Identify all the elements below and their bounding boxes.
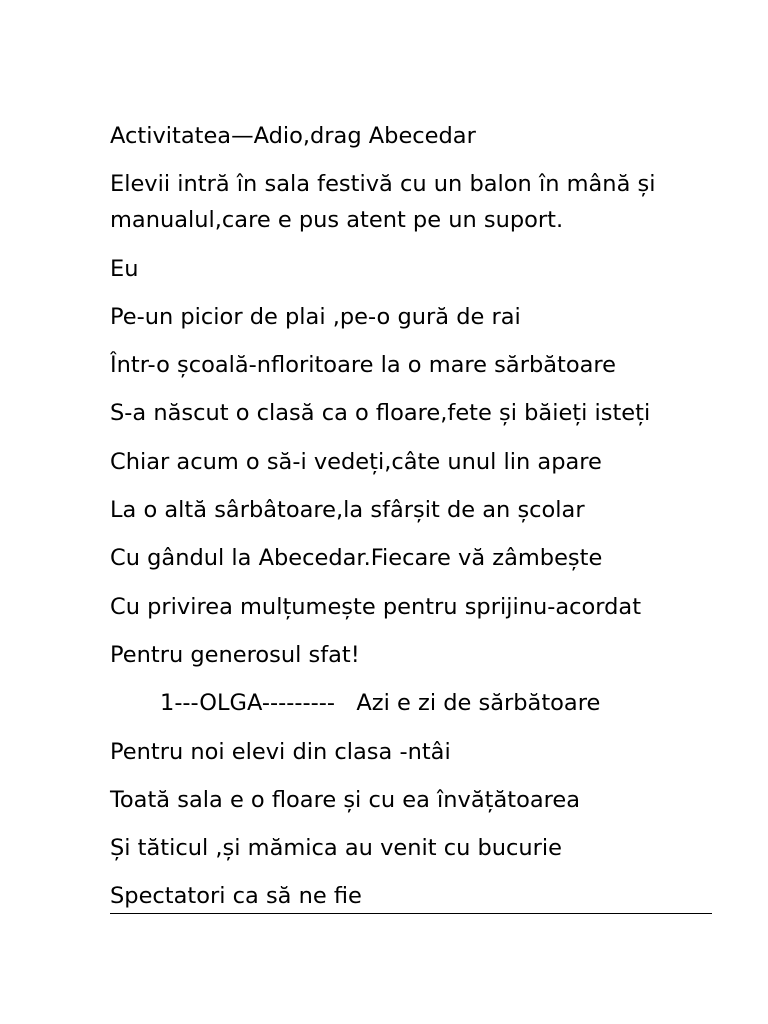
- text-line: Cu privirea mulțumește pentru sprijinu-acordat: [110, 593, 642, 620]
- olga-line: 1---OLGA--------- Azi e zi de sărbătoare: [160, 690, 601, 717]
- text-line: Și tăticul ,și mămica au venit cu bucurie: [110, 835, 563, 862]
- text-line: Pentru noi elevi din clasa -ntâi: [110, 738, 451, 765]
- document-title: Activitatea—Adio,drag Abecedar: [110, 123, 476, 149]
- footer-rule: [110, 913, 712, 914]
- text-line: Pe-un picior de plai ,pe-o gură de rai: [110, 303, 521, 330]
- text-line: S-a născut o clasă ca o floare,fete și băieți isteți: [110, 400, 651, 427]
- document-body: [110, 118, 720, 927]
- text-line: Spectatori ca să ne fie: [110, 883, 362, 910]
- text-line: Chiar acum o să-i vedeți,câte unul lin apare: [110, 448, 602, 475]
- text-line: La o altă sârbâtoare,la sfârșit de an școlar: [110, 497, 585, 524]
- text-line: Pentru generosul sfat!: [110, 641, 360, 668]
- text-line: Toată sala e o floare și cu ea învățătoarea: [110, 786, 581, 813]
- intro-paragraph: Elevii intră în sala festivă cu un balon în mână și manualul,care e pus atent pe un suport.: [110, 171, 656, 234]
- text-line: Cu gândul la Abecedar.Fiecare vă zâmbește: [110, 545, 603, 572]
- text-line: Într-o școală-nfloritoare la o mare sărbătoare: [110, 352, 616, 379]
- text-line: Eu: [110, 255, 139, 282]
